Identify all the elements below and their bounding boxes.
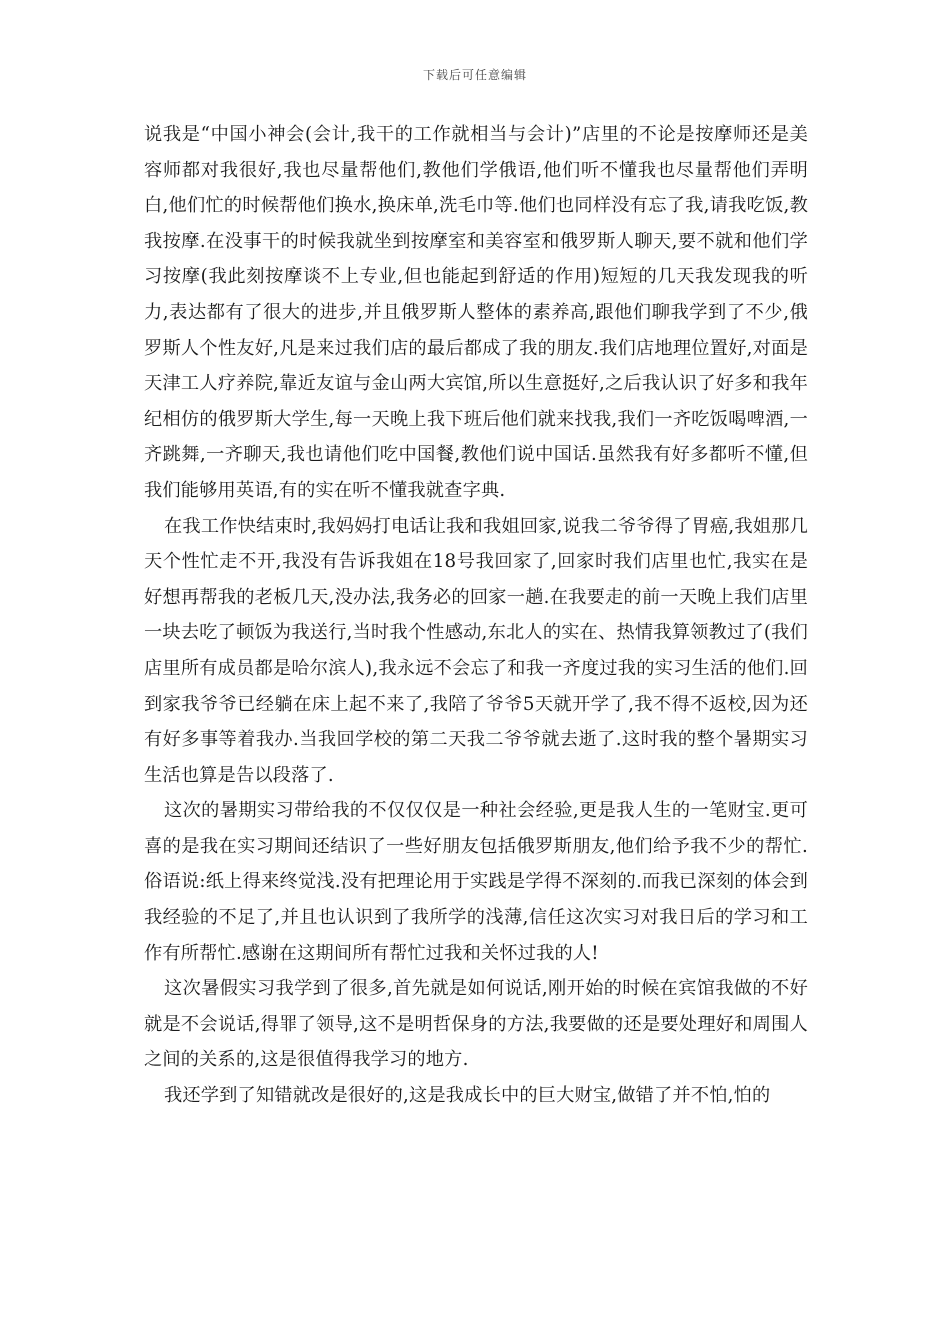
paragraph-5: 我还学到了知错就改是很好的,这是我成长中的巨大财宝,做错了并不怕,怕的 — [164, 1085, 771, 1107]
paragraph-4: 这次暑假实习我学到了很多,首先就是如何说话,刚开始的时候在宾馆我做的不好就是不会说话,得罪了领导,这不是明哲保身的方法,我要做的还是要处理好和周围人之间的关系的,这是很值得我学习的地方. — [144, 978, 808, 1071]
paragraph-3: 这次的暑期实习带给我的不仅仅仅是一种社会经验,更是我人生的一笔财宝.更可喜的是我在实习期间还结识了一些好朋友包括俄罗斯朋友,他们给予我不少的帮忙.俗语说:纸上得来终觉浅.没有把理论用于实践是学得不深刻的.而我已深刻的体会到我经验的不足了,并且也认识到了我所学的浅薄,信任这次实习对我日后的学习和工作有所帮忙.感谢在这期间所有帮忙过我和关怀过我的人! — [144, 800, 808, 964]
paragraph-1: 说我是“中国小神会(会计,我干的工作就相当与会计)”店里的不论是按摩师还是美容师都对我很好,我也尽量帮他们,教他们学俄语,他们听不懂我也尽量帮他们弄明白,他们忙的时候帮他们换水,换床单,洗毛巾等.他们也同样没有忘了我,请我吃饭,教我按摩.在没事干的时候我就坐到按摩室和美容室和俄罗斯人聊天,要不就和他们学习按摩(我此刻按摩谈不上专业,但也能起到舒适的作用)短短的几天我发现我的听力,表达都有了很大的进步,并且俄罗斯人整体的素养高,跟他们聊我学到了不少,俄罗斯人个性友好,凡是来过我们店的最后都成了我的朋友.我们店地理位置好,对面是天津工人疗养院,靠近友谊与金山两大宾馆,所以生意挺好,之后我认识了好多和我年纪相仿的俄罗斯大学生,每一天晚上我下班后他们就来找我,我们一齐吃饭喝啤酒,一齐跳舞,一齐聊天,我也请他们吃中国餐,教他们说中国话.虽然我有好多都听不懂,但我们能够用英语,有的实在听不懂我就查字典. — [144, 124, 808, 501]
document-body — [144, 117, 808, 1114]
page-header: 下载后可任意编辑 — [422, 68, 527, 82]
paragraph-2: 在我工作快结束时,我妈妈打电话让我和我姐回家,说我二爷爷得了胃癌,我姐那几天个性忙走不开,我没有告诉我姐在18号我回家了,回家时我们店里也忙,我实在是好想再帮我的老板几天,没办法,我务必的回家一趟.在我要走的前一天晚上我们店里一块去吃了顿饭为我送行,当时我个性感动,东北人的实在、热情我算领教过了(我们店里所有成员都是哈尔滨人),我永远不会忘了和我一齐度过我的实习生活的他们.回到家我爷爷已经躺在床上起不来了,我陪了爷爷5天就开学了,我不得不返校,因为还有好多事等着我办.当我回学校的第二天我二爷爷就去逝了.这时我的整个暑期实习生活也算是告以段落了. — [144, 515, 808, 786]
